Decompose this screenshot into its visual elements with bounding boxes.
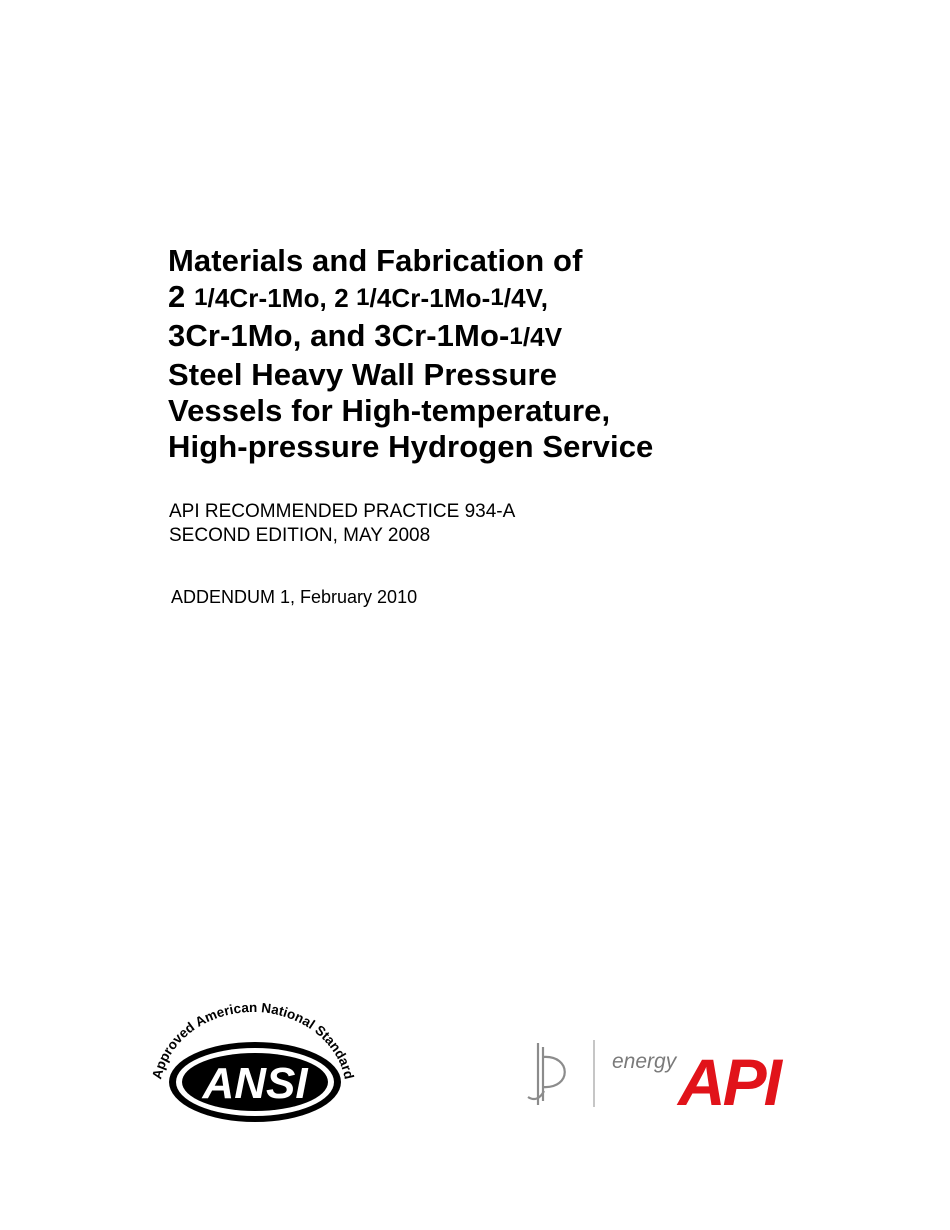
api-logo-group [520,1035,820,1115]
ansi-wordmark: ANSI [202,1059,308,1108]
ip-mark-icon [528,1043,565,1105]
ansi-arc-text: Approved American National Standard [149,1000,357,1081]
title-line-5: Vessels for High-temperature, [168,393,611,428]
title-line-3: 3Cr-1Mo, and 3Cr-1Mo-$^1$/4V [168,318,563,353]
edition-date: SECOND EDITION, MAY 2008 [169,525,431,546]
addendum-note: ADDENDUM 1, February 2010 [171,587,418,607]
title-line-1: Materials and Fabrication of [168,243,583,278]
title-line-2: 2 $^1$/4Cr-1Mo, 2 $^1$/4Cr-1Mo-$^1$/4V, [168,279,549,314]
document-title [168,243,868,465]
api-wordmark: API [678,1045,780,1115]
title-line-4: Steel Heavy Wall Pressure [168,357,558,392]
title-line-6: High-pressure Hydrogen Service [168,429,654,464]
ansi-logo [148,1000,358,1125]
energy-tagline: energy [612,1050,677,1073]
document-designation [169,500,515,548]
practice-number: API RECOMMENDED PRACTICE 934-A [169,501,516,522]
